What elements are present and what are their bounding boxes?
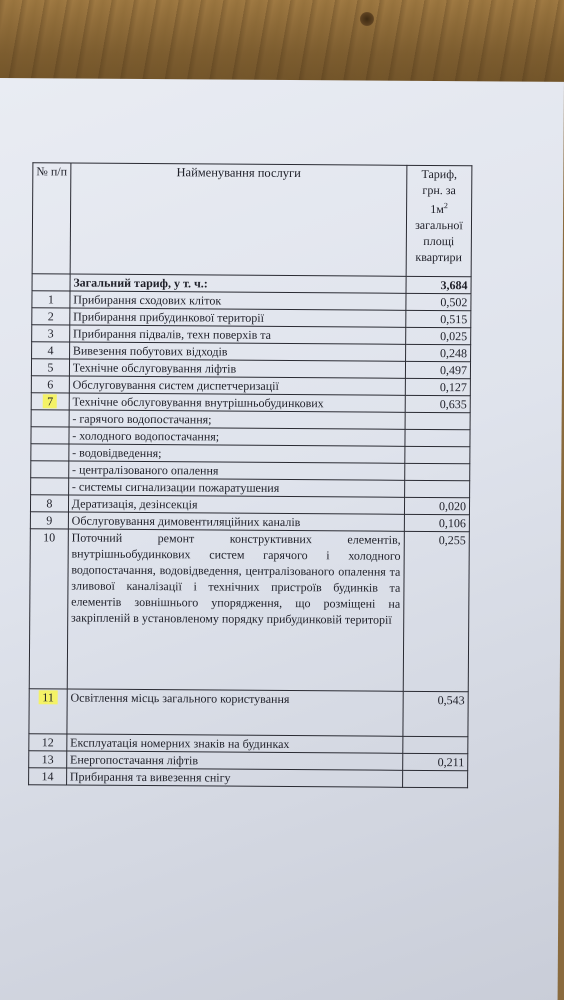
- header-tariff-sup: 2: [443, 201, 448, 211]
- row-number-cell: [31, 393, 69, 410]
- row-number: 4: [32, 342, 70, 359]
- row-service: - холодного водопостачання;: [69, 427, 405, 446]
- header-number: № п/п: [32, 163, 71, 274]
- row-number-highlighted: 11: [38, 690, 58, 704]
- row-service: Прибирання прибудинкової території: [70, 308, 406, 327]
- row-number: [31, 410, 69, 427]
- row-service: Вивезення побутових відходів: [69, 342, 405, 361]
- row-number: [31, 461, 69, 478]
- row-tariff: 0,127: [405, 378, 470, 395]
- row-tariff: 0,515: [406, 310, 471, 327]
- total-value: 3,684: [406, 276, 471, 293]
- row-service: - гарячого водопостачання;: [69, 410, 405, 429]
- row-service: Технічне обслуговування внутрішньобудинкових: [69, 393, 405, 412]
- row-tariff: [405, 429, 470, 446]
- wood-knot: [360, 12, 374, 26]
- row-tariff: 0,543: [403, 691, 468, 736]
- row-tariff: 0,248: [405, 344, 470, 361]
- row-number: 6: [31, 376, 69, 393]
- row-tariff: 0,106: [404, 514, 469, 531]
- row-number: [31, 444, 69, 461]
- wooden-background: [0, 0, 564, 90]
- row-number-cell: [29, 689, 67, 734]
- row-number: 1: [32, 291, 70, 308]
- row-tariff: [403, 736, 468, 753]
- row-number: 3: [32, 325, 70, 342]
- row-number: [31, 427, 69, 444]
- row-service: Технічне обслуговування ліфтів: [69, 359, 405, 378]
- row-tariff: 0,255: [403, 531, 469, 691]
- row-tariff: 0,211: [403, 753, 468, 770]
- row-service: Дератизація, дезінсекція: [68, 495, 404, 514]
- row-service: Прибирання сходових кліток: [70, 291, 406, 310]
- row-number: 10: [29, 529, 68, 689]
- table-row: [29, 529, 469, 692]
- row-tariff: 0,502: [406, 293, 471, 310]
- row-number: 5: [31, 359, 69, 376]
- table-header-row: [32, 163, 472, 277]
- table-row: [29, 689, 468, 737]
- row-tariff: [404, 480, 469, 497]
- header-tariff-line2: грн. за: [422, 182, 456, 198]
- row-number: 2: [32, 308, 70, 325]
- row-number: 14: [29, 768, 67, 785]
- header-tariff-line4: загальної: [415, 217, 463, 233]
- row-service: Обслуговування систем диспетчеризації: [69, 376, 405, 395]
- total-label: Загальний тариф, у т. ч.:: [70, 274, 406, 293]
- row-service: Прибирання та вивезення снігу: [66, 768, 402, 787]
- row-tariff: [405, 446, 470, 463]
- row-number: 13: [29, 751, 67, 768]
- row-service: - централізованого опалення: [69, 461, 405, 480]
- header-tariff-line3: 1м: [430, 202, 444, 217]
- header-tariff-line5: площі: [423, 233, 455, 249]
- header-tariff-line1: Тариф,: [421, 166, 458, 182]
- header-service-name: Найменування послуги: [70, 163, 407, 276]
- row-tariff: 0,497: [405, 361, 470, 378]
- header-tariff-line6: квартири: [415, 249, 463, 265]
- row-service: Освітлення місць загального користування: [67, 689, 403, 736]
- row-number: 12: [29, 734, 67, 751]
- row-tariff: 0,025: [406, 327, 471, 344]
- row-service: Прибирання підвалів, техн поверхів та: [69, 325, 405, 344]
- row-tariff: 0,020: [404, 497, 469, 514]
- header-tariff: [406, 165, 472, 276]
- row-service: Обслуговування димовентиляційних каналів: [68, 512, 404, 531]
- tariff-table: [28, 162, 472, 788]
- row-tariff: [402, 770, 467, 787]
- row-tariff: [405, 412, 470, 429]
- row-service: - водовідведення;: [69, 444, 405, 463]
- row-service: - системы сигнализации пожаратушения: [68, 478, 404, 497]
- row-tariff: 0,635: [405, 395, 470, 412]
- row-number: 9: [30, 512, 68, 529]
- row-number: [31, 478, 69, 495]
- paper-sheet: [0, 78, 564, 1000]
- row-number-highlighted: 7: [43, 394, 57, 408]
- row-tariff: [405, 463, 470, 480]
- row-number: 8: [30, 495, 68, 512]
- row-service: Енергопостачання ліфтів: [66, 751, 402, 770]
- row-service: Поточний ремонт конструктивних елементів, внутрішньобудинкових систем гарячого і холодного водопостачання, водовідведення, централізованого опалення та зливової каналізації і технічних пристроїв будинків та елементів зовнішнього упорядження, що розміщені на закріпленій в установленому порядку прибудинковій території: [67, 529, 404, 691]
- table-row: [29, 768, 468, 788]
- row-service: Експлуатація номерних знаків на будинках: [67, 734, 403, 753]
- total-num-cell: [32, 274, 70, 291]
